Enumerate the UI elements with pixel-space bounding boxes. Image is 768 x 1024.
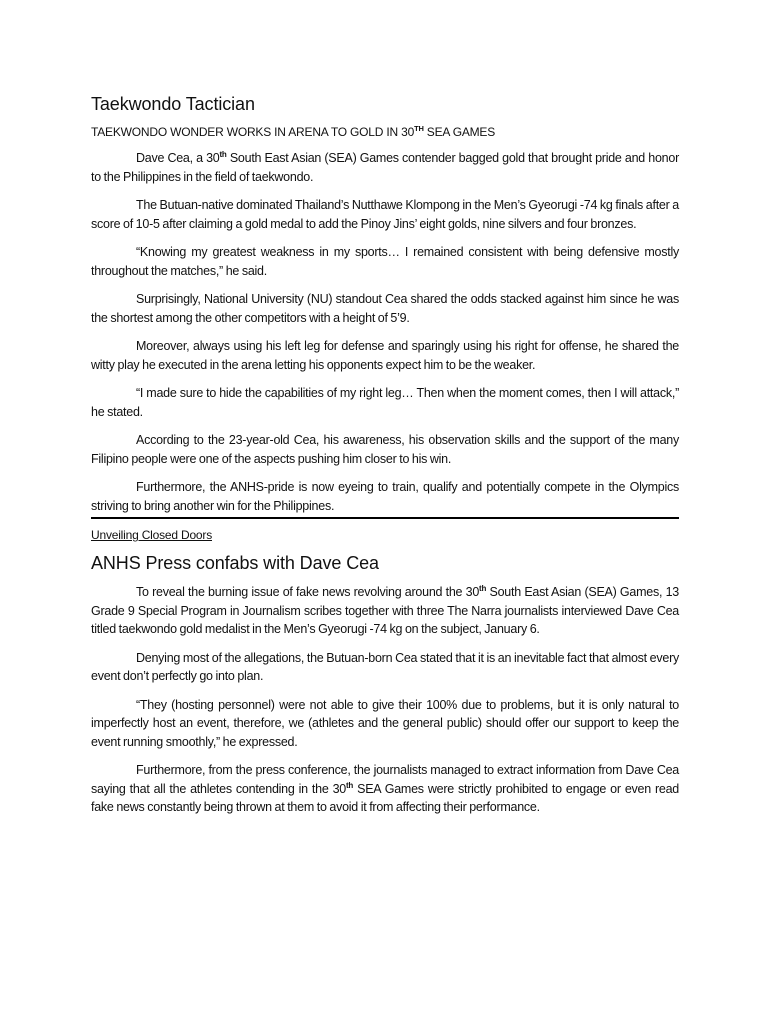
section-label: Unveiling Closed Doors <box>91 528 212 542</box>
paragraph-text-end: South East Asian (SEA) Games, 13 Grade 9 Special Program in Journalism scribes together with three The Narra journalists interviewed Dave Cea titled taekwondo gold medalist in the Men’s Gyeorugi -74 kg on the subject, January 6. <box>91 585 679 636</box>
article-paragraph: “I made sure to hide the capabilities of my right leg… Then when the moment comes, then I will attack,” he stated. <box>91 386 679 419</box>
paragraph-text: To reveal the burning issue of fake news revolving around the 30 <box>136 585 480 599</box>
document-content <box>91 93 679 827</box>
article-paragraph: Moreover, always using his left leg for defense and sparingly using his right for offense, he shared the witty play he executed in the arena letting his opponents expect him to be the weaker. <box>91 339 679 372</box>
ordinal-superscript: th <box>479 583 487 593</box>
article-paragraph: “Knowing my greatest weakness in my sports… I remained consistent with being defensive mostly throughout the matches,” he said. <box>91 245 679 278</box>
paragraph-text: Furthermore, from the press conference, the journalists managed to extract information from Dave Cea saying that all the athletes contending in the 30 <box>91 763 679 796</box>
ordinal-superscript: th <box>346 780 354 790</box>
article-paragraph: The Butuan-native dominated Thailand’s Nutthawe Klompong in the Men’s Gyeorugi -74 kg finals after a score of 10-5 after claiming a gold medal to add the Pinoy Jins’ eight golds, nine silvers and four bronzes. <box>91 198 679 231</box>
article-headline <box>91 124 679 140</box>
article-paragraph: Surprisingly, National University (NU) standout Cea shared the odds stacked against him since he was the shortest among the other competitors with a height of 5’9. <box>91 292 679 325</box>
headline-text: TAEKWONDO WONDER WORKS IN ARENA TO GOLD IN 30 <box>91 125 415 139</box>
article-title-2: ANHS Press confabs with Dave Cea <box>91 553 379 573</box>
section-divider <box>91 517 679 519</box>
ordinal-superscript: th <box>219 149 227 159</box>
article-paragraph <box>91 761 679 817</box>
headline-text-end: SEA GAMES <box>423 125 496 139</box>
article-paragraph: According to the 23-year-old Cea, his awareness, his observation skills and the support of the many Filipino people were one of the aspects pushing him closer to his win. <box>91 433 679 466</box>
article-paragraph <box>91 149 679 186</box>
article-paragraph: Denying most of the allegations, the Butuan-born Cea stated that it is an inevitable fact that almost every event don’t perfectly go into plan. <box>91 650 679 683</box>
article-paragraph: “They (hosting personnel) were not able to give their 100% due to problems, but it is only natural to imperfectly host an event, therefore, we (athletes and the general public) should offer our support to keep the event running smoothly,” he expressed. <box>91 697 679 749</box>
article-title: Taekwondo Tactician <box>91 94 255 114</box>
paragraph-text: Dave Cea, a 30 <box>136 151 220 165</box>
paragraph-text-end: SEA Games were strictly prohibited to engage or even read fake news constantly being thrown at them to avoid it from affecting their performance. <box>91 781 679 814</box>
paragraph-text-end: South East Asian (SEA) Games contender bagged gold that brought pride and honor to the Philippines in the field of taekwondo. <box>91 151 679 184</box>
article-paragraph: Furthermore, the ANHS-pride is now eyeing to train, qualify and potentially compete in the Olympics striving to bring another win for the Philippines. <box>91 480 679 513</box>
headline-superscript: TH <box>414 124 424 133</box>
article-paragraph <box>91 583 679 639</box>
